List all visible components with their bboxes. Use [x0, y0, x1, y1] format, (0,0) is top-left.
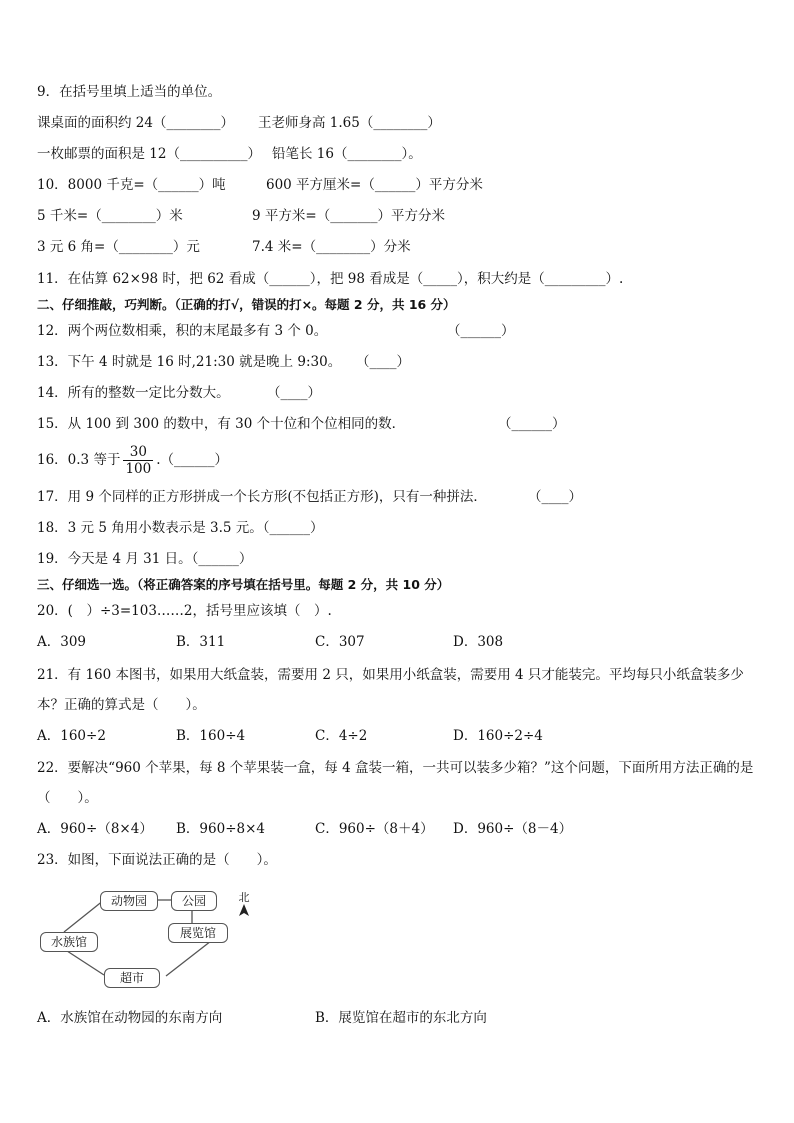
- q16-denominator: 100: [125, 461, 152, 477]
- q16-fraction: [123, 444, 153, 477]
- q21-line1: 21．有 160 本图书，如果用大纸盒装，需要用 2 只，如果用小纸盒装，需要用 4 只才能装完。平均每只小纸盒装多少: [37, 667, 744, 683]
- q22-option-b: B．960÷8×4: [176, 821, 265, 837]
- q17-blank: （____）: [528, 489, 582, 505]
- map-supermarket: 超市: [104, 968, 160, 988]
- q10-e: 3 元 6 角=（________）元: [37, 239, 200, 255]
- q23-option-a: A．水族馆在动物园的东南方向: [37, 1010, 223, 1026]
- line-supermarket-exhibition: [166, 941, 211, 976]
- q10-c: 5 千米=（________）米: [37, 208, 183, 224]
- line-aquarium-supermarket: [64, 949, 104, 975]
- q15-text: 15．从 100 到 300 的数中，有 30 个十位和个位相同的数．: [37, 416, 406, 432]
- q21-option-a: A．160÷2: [37, 728, 106, 744]
- q12-blank: （______）: [447, 323, 515, 339]
- q10-d: 9 平方米=（_______）平方分米: [252, 208, 445, 224]
- map-zoo: 动物园: [100, 891, 158, 911]
- q23-text: 23．如图，下面说法正确的是（ ）。: [37, 852, 277, 868]
- q21-option-b: B．160÷4: [176, 728, 246, 744]
- q22-line2: （ ）。: [37, 790, 98, 806]
- q20-option-d: D．308: [453, 634, 504, 650]
- q9-title: 9．在括号里填上适当的单位。: [37, 84, 222, 100]
- q22-line1: 22．要解决“960 个苹果，每 8 个苹果装一盒，每 4 盒装一箱，一共可以装多少箱？”这个问题，下面所用方法正确的是: [37, 760, 754, 776]
- q20-text: 20．( ）÷3=103……2，括号里应该填（ ）.: [37, 603, 332, 619]
- q16-post: .（______）: [156, 452, 229, 468]
- q23-option-b: B．展览馆在超市的东北方向: [315, 1010, 487, 1026]
- q22-option-c: C．960÷（8＋4）: [315, 821, 434, 837]
- line-aquarium-zoo: [64, 900, 104, 932]
- q9-b: 王老师身高 1.65（________）: [258, 115, 441, 131]
- q16: [37, 441, 228, 479]
- q16-numerator: 30: [123, 444, 153, 461]
- q17-text: 17．用 9 个同样的正方形拼成一个长方形(不包括正方形)，只有一种拼法．: [37, 489, 487, 505]
- q22-option-d: D．960÷（8－4）: [453, 821, 573, 837]
- q13-text: 13．下午 4 时就是 16 时,21:30 就是晚上 9:30。: [37, 354, 342, 370]
- q18: 18．3 元 5 角用小数表示是 3.5 元。（______）: [37, 520, 324, 536]
- q21-option-d: D．160÷2÷4: [453, 728, 543, 744]
- q22-option-a: A．960÷（8×4）: [37, 821, 153, 837]
- q21-option-c: C．4÷2: [315, 728, 368, 744]
- map-aquarium: 水族馆: [40, 932, 98, 952]
- q14-text: 14．所有的整数一定比分数大。: [37, 385, 230, 401]
- q10-a: 10．8000 千克=（______）吨: [37, 177, 226, 193]
- q11: 11．在估算 62×98 时，把 62 看成（______），把 98 看成是（_____），积大约是（_________）.: [37, 271, 624, 287]
- q20-option-b: B．311: [176, 634, 226, 650]
- q20-option-a: A．309: [37, 634, 87, 650]
- map-north-indicator: [238, 892, 250, 919]
- q20-option-c: C．307: [315, 634, 365, 650]
- q10-f: 7.4 米=（________）分米: [252, 239, 411, 255]
- q10-b: 600 平方厘米=（______）平方分米: [266, 177, 483, 193]
- map-exhibition: 展览馆: [168, 923, 228, 943]
- q14-blank: （____）: [267, 385, 321, 401]
- q9-a: 课桌面的面积约 24（________）: [37, 115, 234, 131]
- q19: 19．今天是 4 月 31 日。（______）: [37, 551, 253, 567]
- north-arrow-icon: [238, 904, 250, 916]
- q12-text: 12．两个两位数相乘，积的末尾最多有 3 个 0。: [37, 323, 328, 339]
- q21-line2: 本？正确的算式是（ ）。: [37, 697, 206, 713]
- q16-pre: 16．0.3 等于: [37, 452, 121, 468]
- section3-heading: 三、仔细选一选。（将正确答案的序号填在括号里。每题 2 分，共 10 分）: [37, 577, 450, 592]
- map-north-label: 北: [238, 891, 250, 904]
- map-park: 公园: [171, 891, 217, 911]
- q13-blank: （____）: [356, 354, 410, 370]
- q15-blank: （______）: [498, 416, 566, 432]
- q9-c: 一枚邮票的面积是 12（__________）: [37, 146, 261, 162]
- q9-d: 铅笔长 16（________）。: [272, 146, 422, 162]
- section2-heading: 二、仔细推敲，巧判断。（正确的打√，错误的打×。每题 2 分，共 16 分）: [37, 297, 456, 312]
